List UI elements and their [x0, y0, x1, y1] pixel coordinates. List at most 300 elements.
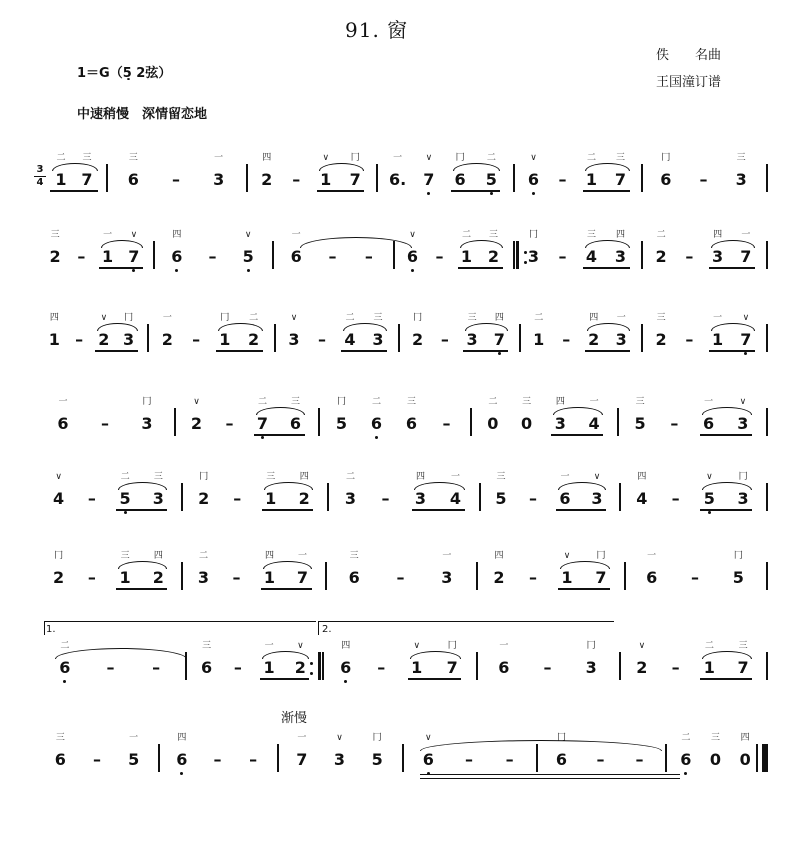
note-digit: 6 [54, 750, 66, 769]
note-digit: 7 [296, 568, 309, 587]
note-digit: 6. [389, 170, 407, 189]
fingering-mark: 冂 [661, 153, 671, 163]
fingering-mark: 冂 [413, 313, 423, 323]
note-digit: 4 [585, 247, 598, 266]
note-digit: 6 [370, 414, 383, 433]
note-digit: 0 [739, 750, 751, 769]
fingering-mark: ∨ [244, 230, 252, 240]
dash-beat: – [396, 568, 405, 587]
eighth-underline [260, 678, 309, 680]
note-digit: 3 [591, 489, 603, 508]
bar-line [318, 408, 320, 436]
fingering-mark: 一 [264, 641, 274, 651]
dash-beat: – [505, 750, 514, 769]
eighth-underline [463, 350, 508, 352]
note-digit: 1 [533, 330, 545, 349]
time-signature-top: 3 [36, 164, 44, 175]
note-digit: 6 [405, 414, 418, 433]
fingering-mark: ∨ [413, 641, 421, 651]
key-signature: 1＝G（5̣ 2弦） [77, 66, 172, 81]
octave-dot-below [490, 192, 493, 195]
fingering-mark: 四 [494, 551, 504, 561]
fingering-mark: 冂 [738, 472, 748, 482]
final-bar-thick [762, 744, 766, 772]
note-digit: 3 [288, 330, 300, 349]
dash-beat: – [699, 170, 708, 189]
volta-second-line [318, 621, 614, 622]
bar-line [513, 164, 515, 192]
note-digit: 2 [49, 247, 61, 266]
note-digit: 3 [615, 330, 627, 349]
slur [410, 651, 462, 659]
note-digit: 6 [171, 247, 183, 266]
note-digit: 6 [59, 658, 71, 677]
note-digit: 1 [265, 489, 277, 508]
tie-long [300, 237, 412, 248]
dash-beat: – [440, 330, 449, 349]
dash-beat: – [558, 170, 567, 189]
note-digit: 5 [703, 489, 715, 508]
bar-line [641, 164, 643, 192]
note-digit: 1 [703, 658, 715, 677]
fingering-mark: 三 [120, 551, 130, 561]
dash-beat: – [691, 568, 699, 587]
note-digit: 3 [735, 170, 747, 189]
fingering-mark: 三 [153, 472, 163, 482]
slur [118, 482, 167, 490]
bar-line [398, 324, 400, 352]
note-digit: 2 [294, 658, 306, 677]
fingering-mark: ∨ [563, 551, 571, 561]
fingering-mark: 冂 [142, 397, 152, 407]
bar-line [158, 744, 160, 772]
note-digit: 2 [248, 330, 260, 349]
eighth-underline [50, 190, 98, 192]
fingering-mark: 冂 [455, 153, 465, 163]
fingering-mark: 三 [82, 153, 92, 163]
bar-line [322, 652, 324, 680]
octave-dot-below [498, 352, 501, 355]
volta-second-label: 2. [322, 624, 332, 635]
note-digit: 0 [487, 414, 499, 433]
note-digit: 3 [344, 489, 357, 508]
fingering-mark: 一 [297, 733, 307, 743]
dash-beat: – [558, 247, 567, 266]
eighth-underline [262, 509, 314, 511]
time-signature [34, 165, 46, 188]
fingering-mark: 三 [349, 551, 359, 561]
bar-line [327, 483, 329, 511]
fingering-mark: 一 [162, 313, 172, 323]
ending-double-line [420, 778, 680, 779]
dash-beat: – [106, 658, 115, 677]
dash-beat: – [381, 489, 390, 508]
octave-dot-below [132, 269, 135, 272]
fingering-mark: 冂 [372, 733, 382, 743]
note-digit: 6 [660, 170, 672, 189]
note-digit: 2 [487, 247, 500, 266]
note-digit: 7 [595, 568, 607, 587]
note-digit: 3 [441, 568, 453, 587]
octave-dot-below [175, 269, 178, 272]
dash-beat: – [377, 658, 386, 677]
note-digit: 6 [680, 750, 692, 769]
note-digit: 4 [636, 489, 648, 508]
dash-beat: – [292, 170, 301, 189]
slur [702, 651, 752, 659]
fingering-mark: 一 [58, 397, 68, 407]
eighth-underline [341, 350, 387, 352]
note-digit: 5 [335, 414, 348, 433]
fingering-mark: 二 [534, 313, 544, 323]
fingering-mark: 冂 [528, 230, 539, 240]
eighth-underline [585, 350, 631, 352]
note-digit: 2 [655, 330, 667, 349]
octave-dot-below [684, 772, 687, 775]
note-digit: 1 [263, 568, 276, 587]
note-digit: 7 [493, 330, 505, 349]
tempo-change-marking: 渐慢 [281, 711, 308, 726]
fingering-mark: 三 [373, 313, 383, 323]
fingering-mark: ∨ [530, 153, 537, 163]
octave-dot-below [708, 511, 711, 514]
dash-beat: – [671, 489, 680, 508]
note-digit: 3 [737, 414, 749, 433]
note-digit: 6 [422, 750, 434, 769]
fingering-mark: 一 [499, 641, 509, 651]
bar-line [181, 483, 183, 511]
fingering-mark: 三 [736, 153, 746, 163]
note-digit: 6 [57, 414, 69, 433]
note-digit: 3 [712, 247, 724, 266]
eighth-underline [558, 588, 610, 590]
note-digit: 3 [213, 170, 225, 189]
time-signature-bottom: 4 [36, 177, 44, 188]
note-digit: 3 [737, 489, 749, 508]
fingering-mark: 三 [406, 397, 417, 407]
fingering-mark: ∨ [290, 313, 298, 323]
note-digit: 0 [521, 414, 533, 433]
slur [101, 240, 143, 248]
dash-beat: – [208, 247, 217, 266]
fingering-mark: ∨ [55, 472, 62, 482]
note-digit: 4 [344, 330, 356, 349]
dash-beat: – [529, 489, 537, 508]
fingering-mark: 三 [467, 313, 477, 323]
dash-beat: – [562, 330, 571, 349]
fingering-mark: 四 [494, 313, 504, 323]
bar-line [174, 408, 176, 436]
fingering-mark: 一 [741, 230, 751, 240]
fingering-mark: 三 [55, 733, 65, 743]
fingering-mark: 四 [299, 472, 309, 482]
composer-credit: 佚 名曲 [656, 48, 722, 63]
fingering-mark: 冂 [124, 313, 134, 323]
slur [319, 163, 365, 171]
eighth-underline [408, 678, 462, 680]
note-digit: 3 [372, 330, 384, 349]
bar-line [476, 562, 478, 590]
arranger-credit: 王国潼订谱 [656, 75, 722, 90]
eighth-underline [700, 434, 752, 436]
repeat-dot [524, 261, 527, 264]
note-digit: 6 [454, 170, 466, 189]
note-digit: 3 [466, 330, 478, 349]
fingering-mark: 冂 [733, 551, 743, 561]
slur [560, 561, 610, 569]
bar-line [641, 324, 643, 352]
eighth-underline [583, 267, 630, 269]
note-digit: 7 [81, 170, 93, 189]
eighth-underline [317, 190, 365, 192]
bar-line [153, 241, 155, 269]
dash-beat: – [225, 414, 234, 433]
dash-beat: – [685, 247, 694, 266]
fingering-mark: 二 [120, 472, 130, 482]
fingering-mark: 一 [297, 551, 308, 561]
dash-beat: – [671, 658, 680, 677]
note-digit: 3 [123, 330, 135, 349]
fingering-mark: 二 [56, 153, 66, 163]
bar-line [665, 744, 667, 772]
note-digit: 1 [219, 330, 231, 349]
bar-line [624, 562, 626, 590]
tie-long [55, 648, 187, 659]
note-digit: 7 [446, 658, 458, 677]
note-digit: 6 [703, 414, 715, 433]
note-digit: 1 [320, 170, 332, 189]
dash-beat: – [232, 568, 241, 587]
note-digit: 1 [119, 568, 131, 587]
eighth-underline [700, 678, 752, 680]
bar-line [766, 408, 768, 436]
eighth-underline [458, 267, 503, 269]
dash-beat: – [543, 658, 552, 677]
note-digit: 5 [634, 414, 646, 433]
note-digit: 6 [559, 489, 571, 508]
octave-dot-below [427, 192, 430, 195]
fingering-mark: ∨ [409, 230, 416, 240]
fingering-mark: 二 [257, 397, 268, 407]
fingering-mark: 冂 [556, 733, 567, 743]
dash-beat: – [93, 750, 101, 769]
note-digit: 3 [585, 658, 597, 677]
note-digit: 3 [197, 568, 210, 587]
fingering-mark: ∨ [425, 733, 432, 743]
bar-line [181, 562, 183, 590]
fingering-mark: 四 [415, 472, 426, 482]
slur [585, 240, 630, 248]
note-digit: 6 [127, 170, 139, 189]
fingering-mark: ∨ [100, 313, 108, 323]
bar-line [766, 241, 768, 269]
fingering-mark: 二 [198, 551, 209, 561]
fingering-mark: 四 [153, 551, 163, 561]
dash-beat: – [152, 658, 161, 677]
note-digit: 2 [53, 568, 65, 587]
note-digit: 1 [55, 170, 67, 189]
fingering-mark: 二 [249, 313, 259, 323]
slur [587, 323, 631, 331]
eighth-underline [451, 190, 500, 192]
note-digit: 1 [460, 247, 473, 266]
bar-line [274, 324, 276, 352]
octave-dot-below [744, 352, 747, 355]
dash-beat: – [213, 750, 222, 769]
fingering-mark: 一 [393, 153, 403, 163]
eighth-underline [99, 267, 143, 269]
bar-line [641, 241, 643, 269]
tie-long [420, 740, 662, 751]
fingering-mark: 四 [615, 230, 626, 240]
note-digit: 1 [585, 170, 598, 189]
note-digit: 4 [449, 489, 462, 508]
fingering-mark: 一 [442, 551, 452, 561]
note-digit: 1 [102, 247, 114, 266]
eighth-underline [254, 434, 305, 436]
volta-first-line [44, 621, 316, 622]
fingering-mark: 四 [172, 230, 182, 240]
fingering-mark: ∨ [336, 733, 343, 743]
eighth-underline [551, 434, 603, 436]
fingering-mark: 四 [589, 313, 599, 323]
tempo-marking: 中速稍慢 深情留恋地 [77, 107, 208, 122]
fingering-mark: 冂 [199, 472, 209, 482]
fingering-mark: 一 [103, 230, 113, 240]
note-digit: 1 [561, 568, 573, 587]
eighth-underline [700, 509, 752, 511]
eighth-underline [412, 509, 465, 511]
repeat-dot [310, 662, 313, 665]
note-digit: 3 [527, 247, 540, 266]
fingering-mark: 冂 [447, 641, 457, 651]
bar-line [376, 164, 378, 192]
fingering-mark: 四 [637, 472, 647, 482]
dash-beat: – [635, 750, 644, 769]
fingering-mark: 冂 [220, 313, 230, 323]
octave-dot-below [124, 511, 127, 514]
fingering-mark: 三 [50, 230, 60, 240]
note-digit: 3 [614, 247, 627, 266]
note-digit: 2 [161, 330, 173, 349]
note-digit: 7 [349, 170, 361, 189]
fingering-mark: ∨ [593, 472, 601, 482]
ending-double-line [420, 774, 680, 775]
fingering-mark: 四 [49, 313, 59, 323]
note-digit: 7 [296, 750, 308, 769]
fingering-mark: 一 [291, 230, 301, 240]
fingering-mark: 二 [486, 153, 496, 163]
fingering-mark: 三 [615, 153, 626, 163]
note-digit: 2 [655, 247, 667, 266]
fingering-mark: 三 [496, 472, 506, 482]
fingering-mark: 二 [586, 153, 597, 163]
octave-dot-below [247, 269, 250, 272]
bar-line [106, 164, 108, 192]
slur [585, 163, 630, 171]
dash-beat: – [364, 247, 373, 266]
octave-dot-below [375, 436, 378, 439]
note-digit: 6 [201, 658, 213, 677]
bar-line [766, 744, 768, 772]
note-digit: 7 [614, 170, 627, 189]
bar-line [325, 562, 327, 590]
final-bar-thin [756, 744, 758, 772]
fingering-mark: 三 [656, 313, 666, 323]
fingering-mark: 冂 [586, 641, 596, 651]
fingering-mark: 一 [214, 153, 224, 163]
fingering-mark: 一 [616, 313, 626, 323]
fingering-mark: 三 [488, 230, 499, 240]
fingering-mark: ∨ [425, 153, 433, 163]
bar-line [619, 483, 621, 511]
fingering-mark: 四 [555, 397, 565, 407]
bar-line [766, 562, 768, 590]
note-digit: 5 [371, 750, 383, 769]
octave-dot-below [63, 680, 66, 683]
dash-beat: – [77, 247, 86, 266]
bar-line [147, 324, 149, 352]
bar-line [479, 483, 481, 511]
fingering-mark: 二 [371, 397, 382, 407]
fingering-mark: 一 [713, 313, 723, 323]
slur [343, 323, 387, 331]
fingering-mark: 三 [290, 397, 301, 407]
fingering-mark: 一 [560, 472, 570, 482]
note-digit: 6 [527, 170, 540, 189]
fingering-mark: 冂 [336, 397, 347, 407]
note-digit: 7 [737, 658, 749, 677]
bar-line [246, 164, 248, 192]
fingering-mark: ∨ [638, 641, 646, 651]
fingering-mark: 二 [656, 230, 666, 240]
fingering-mark: 一 [647, 551, 657, 561]
slur [558, 482, 606, 490]
fingering-mark: 二 [488, 397, 498, 407]
fingering-mark: 二 [704, 641, 714, 651]
bar-line [513, 241, 515, 269]
dash-beat: – [75, 330, 84, 349]
slur [263, 561, 312, 569]
dash-beat: – [87, 489, 96, 508]
note-digit: 6 [340, 658, 352, 677]
slur [553, 407, 603, 415]
slur [414, 482, 465, 490]
note-digit: 5 [119, 489, 131, 508]
note-digit: 3 [414, 489, 427, 508]
repeat-dot [310, 672, 313, 675]
bar-line [476, 652, 478, 680]
note-digit: 2 [198, 489, 210, 508]
note-digit: 7 [128, 247, 140, 266]
slur [262, 651, 309, 659]
note-digit: 6 [290, 247, 302, 266]
eighth-underline [116, 588, 167, 590]
note-digit: 2 [412, 330, 424, 349]
volta-second-start [318, 621, 319, 635]
note-digit: 5 [732, 568, 744, 587]
slur [256, 407, 305, 415]
dash-beat: – [685, 330, 694, 349]
dash-beat: – [670, 414, 679, 433]
fingering-mark: 冂 [596, 551, 606, 561]
fingering-mark: 三 [635, 397, 645, 407]
note-digit: 7 [740, 330, 752, 349]
note-digit: 6 [176, 750, 188, 769]
fingering-mark: 四 [262, 153, 272, 163]
note-digit: 1 [411, 658, 423, 677]
bar-line [272, 241, 274, 269]
